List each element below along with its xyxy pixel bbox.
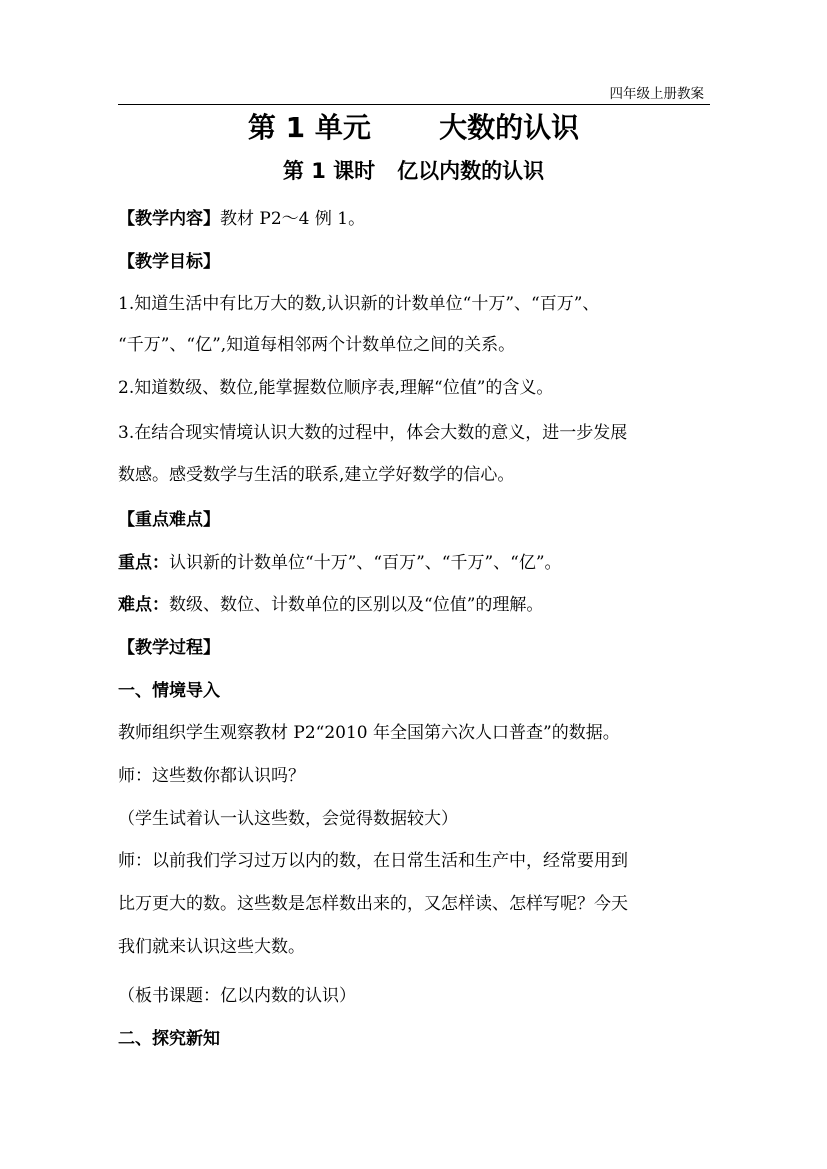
- objective-line-1: 1.知道生活中有比万大的数,认识新的计数单位“十万”、“百万”、: [118, 294, 600, 314]
- process-paragraph-4-line-2: 比万更大的数。这些数是怎样数出来的，又怎样读、怎样写呢？今天: [118, 894, 628, 914]
- key-points-heading: 【重点难点】: [118, 510, 220, 530]
- lesson-title: 第 1 课时 亿以内数的认识: [282, 159, 545, 183]
- difficulty-label: 难点：: [118, 595, 169, 615]
- objective-line-2: “千万”、“亿”,知道每相邻两个计数单位之间的关系。: [118, 335, 516, 355]
- focus-line: [118, 551, 562, 575]
- focus-text: 认识新的计数单位“十万”、“百万”、“千万”、“亿”。: [169, 553, 562, 573]
- objective-line-3: 2.知道数级、数位,能掌握数位顺序表,理解“位值”的含义。: [118, 378, 554, 398]
- page-header: [118, 78, 710, 105]
- header-text: 四年级上册教案: [609, 86, 704, 102]
- process-paragraph-3: （学生试着认一认这些数，会觉得数据较大）: [118, 809, 458, 829]
- process-paragraph-1: 教师组织学生观察教材 P2“2010 年全国第六次人口普查”的数据。: [118, 723, 620, 743]
- teaching-content-label: 【教学内容】: [118, 209, 220, 229]
- focus-label: 重点：: [118, 553, 169, 573]
- teaching-content-text: 教材 P2～4 例 1。: [220, 209, 366, 229]
- objectives-heading: 【教学目标】: [118, 252, 220, 272]
- difficulty-line: [118, 593, 543, 617]
- teaching-content: [118, 207, 365, 231]
- section-1-title: 一、情境导入: [118, 681, 220, 701]
- section-2-title: 二、探究新知: [118, 1029, 220, 1049]
- process-paragraph-4-line-1: 师：以前我们学习过万以内的数，在日常生活和生产中，经常要用到: [118, 851, 628, 871]
- process-paragraph-4-line-3: 我们就来认识这些大数。: [118, 937, 305, 957]
- process-paragraph-2: 师：这些数你都认识吗？: [118, 766, 305, 786]
- process-paragraph-5: （板书课题：亿以内数的认识）: [118, 986, 356, 1006]
- unit-title: 第 1 单元 大数的认识: [247, 111, 580, 144]
- process-heading: 【教学过程】: [118, 638, 220, 658]
- objective-line-5: 数感。感受数学与生活的联系,建立学好数学的信心。: [118, 465, 515, 485]
- objective-line-4: 3.在结合现实情境认识大数的过程中，体会大数的意义，进一步发展: [118, 423, 628, 443]
- difficulty-text: 数级、数位、计数单位的区别以及“位值”的理解。: [169, 595, 544, 615]
